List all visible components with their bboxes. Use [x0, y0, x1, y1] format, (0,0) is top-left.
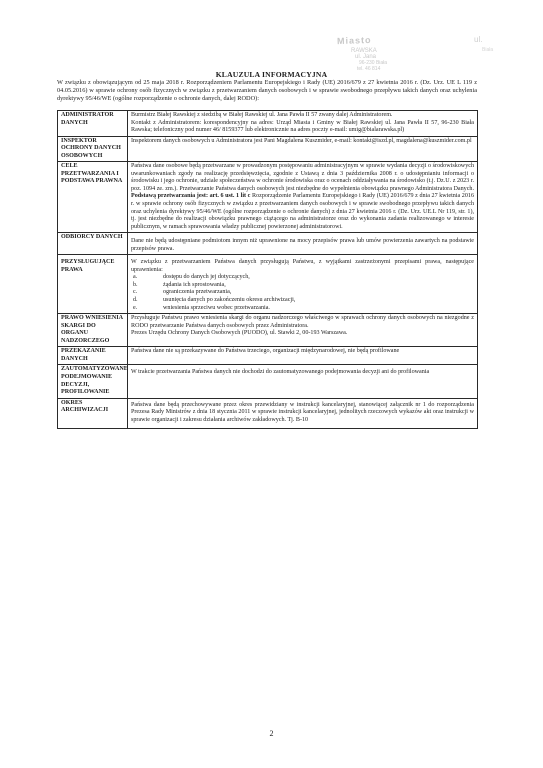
list-letter: c. — [133, 289, 138, 296]
list-item — [131, 282, 474, 290]
label-przekazanie: PRZEKAZANIE DANYCH — [58, 347, 128, 365]
stamp-right-2: Biała — [482, 47, 494, 53]
list-letter: a. — [133, 274, 138, 281]
document-title: KLAUZULA INFORMACYJNA — [215, 70, 328, 79]
table-row — [58, 111, 478, 137]
label-cele: CELE PRZETWARZANIA I PODSTAWA PRAWNA — [58, 162, 128, 233]
value-cele — [128, 162, 478, 233]
list-item — [131, 297, 474, 305]
skarga-text-1: Przysługuje Państwu prawo wniesienia skargi do organu nadzorczego właściwego w sprawach ochrony danych osobowych na niezgodne z RODO przetwarzanie Państwa danych osobowych przez Administratora. — [131, 315, 474, 329]
page-number: 2 — [269, 729, 274, 738]
list-text: dostępu do danych jej dotyczących, — [163, 274, 250, 281]
value-skarga — [128, 314, 478, 347]
stamp-line-5: tel. 46 814 — [357, 66, 381, 72]
table-row — [58, 255, 478, 314]
cele-text-2: Rozporządzenie Parlamentu Europejskiego i Rady (UE) 2016/679 z dnia 27 kwietnia 2016 r. w sprawie ochrony osób fizycznych w związku z przetwarzaniem danych osobowych i w sprawie swobodnego przepływu takich danych oraz uchylenia dyrektywy 95/46/WE (ogólne rozporządzenie o ochronie danych) z dnia 27 kwietnia 2016 r. (Dz. Urz. UE.L Nr 119, str. 1), tj. jest niezbędne do realizacji obowiązku prawnego ciążącego na administratorze oraz do wykonania zadania realizowanego w interesie publicznym, w ramach sprawowania władzy publicznej powierzonej administratorowi. — [131, 193, 474, 230]
table-row — [58, 314, 478, 347]
table-row — [58, 162, 478, 233]
table-row — [58, 365, 478, 398]
label-zautomatyzowane: ZAUTOMATYZOWANE PODEJMOWANIE DECYZJI, PROFILOWANIE — [58, 365, 128, 398]
cele-legal-basis: Podstawą przetwarzania jest: art. 6 ust. 1 lit c — [131, 193, 251, 200]
label-prawa: PRZYSŁUGUJĄCE PRAWA — [58, 255, 128, 314]
value-archiwizacji: Państwa dane będą przechowywane przez okres przewidziany w instrukcji kancelaryjnej, stanowiącej załącznik nr 1 do rozporządzenia Prezesa Rady Ministrów z dnia 18 stycznia 2011 w sprawie instrukcji kancelaryjnej, jednolitych rzeczowych wykazów akt oraz instrukcji w sprawie organizacji i zakresu działania archiwów zakładowych. Tj. B-10 — [128, 398, 478, 429]
list-item — [131, 289, 474, 297]
rights-list — [131, 274, 474, 312]
label-administrator: ADMINISTRATOR DANYCH — [58, 111, 128, 137]
intro-paragraph: W związku z obowiązującym od 25 maja 2018 r. Rozporządzeniem Parlamentu Europejskiego i Rady (UE) 2016/679 z 27 kwietnia 2016 r. (Dz. Urz. UE L 119 z 04.05.2016) w sprawie ochrony osób fizycznych w związku z przetwarzaniem danych osobowych i w sprawie swobodnego przepływu takich danych oraz uchylenia dyrektywy 95/46/WE (ogólne rozporządzenie o ochronie danych, dalej RODO): — [57, 79, 477, 103]
stamp-right-1: ul. — [474, 35, 483, 44]
list-item — [131, 305, 474, 313]
list-text: wniesienia sprzeciwu wobec przetwarzania. — [163, 304, 270, 311]
stamp-line-2: RAWSKA — [351, 48, 377, 54]
list-letter: e. — [133, 304, 138, 311]
stamp-line-4: 96-230 Biała — [359, 60, 388, 66]
value-przekazanie: Państwa dane nie są przekazywane do Państwa trzeciego, organizacji międzynarodowej, nie będą profilowane — [128, 347, 478, 365]
list-letter: b. — [133, 281, 138, 288]
stamp-line-3: ul. Jana — [355, 54, 377, 60]
value-prawa — [128, 255, 478, 314]
value-inspektor: Inspektorem danych osobowych u Administratora jest Pani Magdalena Kuszmider, e-mail: kontakt@iszd.pl, magdalena@kuszmider.com.pl — [128, 136, 478, 162]
label-inspektor: INSPEKTOR OCHRONY DANYCH OSOBOWYCH — [58, 136, 128, 162]
list-text: żądania ich sprostowania, — [163, 281, 226, 288]
list-letter: d. — [133, 297, 138, 304]
stamp-line-1: Miasto — [336, 34, 372, 47]
list-text: usunięcia danych po zakończeniu okresu archiwizacji, — [163, 297, 296, 304]
skarga-text-2: Prezes Urzędu Ochrony Danych Osobowych (PUODO), ul. Stawki 2, 00-193 Warszawa. — [131, 330, 348, 337]
table-row — [58, 136, 478, 162]
cele-text-1: Państwa dane osobowe będą przetwarzane w prowadzonym postępowaniu administracyjnym w sprawie wydania decyzji o środowiskowych uwarunkowaniach zgody na realizację przedsięwzięcia, zgodnie z Ustawą z dnia 3 października 2008 r. o udostępnianiu informacji o środowisku i jego ochronie, udziale społeczeństwa w ochronie środowiska oraz o ocenach oddziaływania na środowisko (t.j. Dz.U. z 2023 r. poz. 1094 ze. zm.). Przetwarzanie Państwa danych osobowych jest niezbędne do wypełnienia obowiązku prawnego Administratora Danych. — [131, 163, 474, 192]
faded-stamp — [337, 34, 457, 72]
list-item — [131, 274, 474, 282]
value-zautomatyzowane: W trakcie przetwarzania Państwa danych nie dochodzi do zautomatyzowanego podejmowania decyzji ani do profilowania — [128, 365, 478, 398]
table-row — [58, 398, 478, 429]
value-administrator — [128, 111, 478, 137]
prawa-intro: W związku z przetwarzaniem Państwa danych przysługują Państwu, z wyjątkami zastrzeżonymi przepisami prawa, następujące uprawnienia: — [131, 259, 474, 273]
administrator-line-2: Kontakt z Administratorem: korespondencyjny na adres: Urząd Miasta i Gminy w Białej Rawskiej ul. Jana Pawła II 57, 96-230 Biała Rawska; telefoniczny pod numer 46/ 8159377 lub elektronicznie na adres poczty e-mail: umig@bialarawska.pl) — [131, 119, 474, 134]
list-text: ograniczenia przetwarzania, — [163, 289, 232, 296]
label-odbiorcy: ODBIORCY DANYCH — [58, 233, 128, 255]
table-row — [58, 347, 478, 365]
label-archiwizacji: OKRES ARCHIWIZACJI — [58, 398, 128, 429]
information-table — [57, 110, 478, 429]
label-skarga: PRAWO WNIESIENIA SKARGI DO ORGANU NADZORCZEGO — [58, 314, 128, 347]
administrator-line-1: Burmistrz Białej Rawskiej z siedzibą w Białej Rawskiej ul. Jana Pawła II 57 zwany dalej Administratorem. — [131, 112, 393, 118]
table-row — [58, 233, 478, 255]
value-odbiorcy: Dane nie będą udostępniane podmiotom innym niż uprawnione na mocy przepisów prawa lub umów powierzenia zawartych na podstawie przepisów prawa. — [128, 233, 478, 255]
